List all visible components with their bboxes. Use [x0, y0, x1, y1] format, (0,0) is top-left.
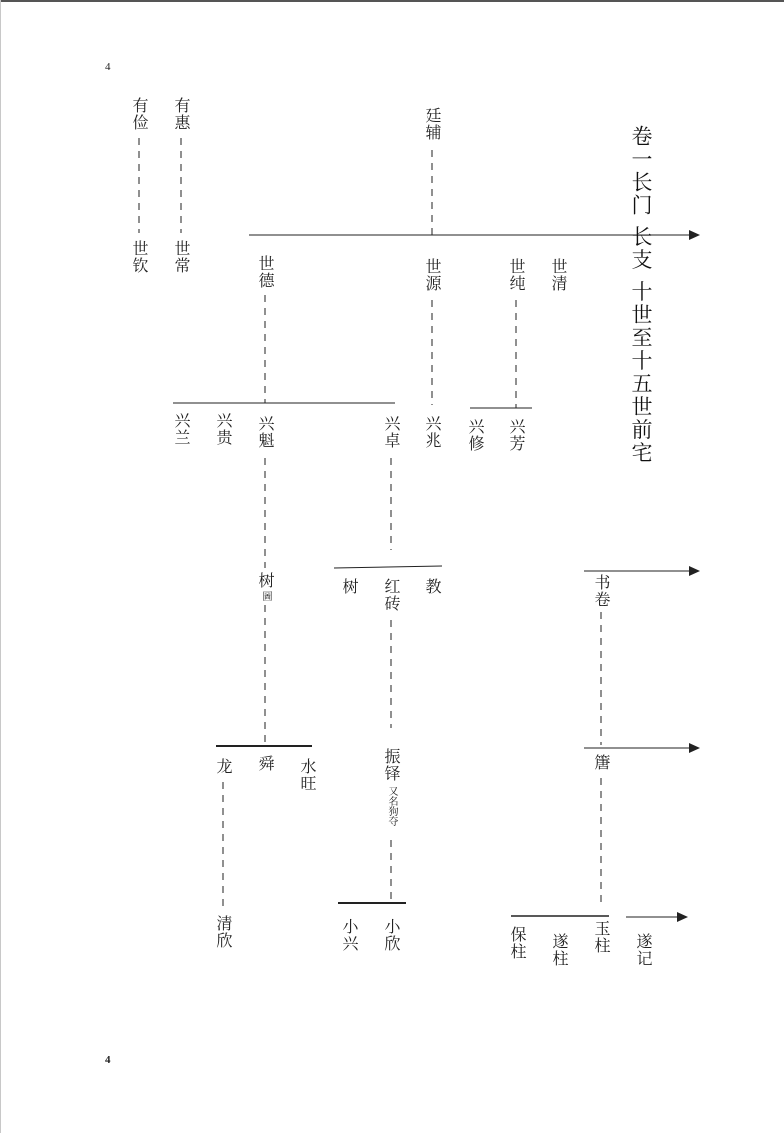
name-xingkui: 兴魁: [256, 415, 275, 449]
page-title: 卷一长门 长支 十世至十五世前宅: [629, 125, 653, 465]
name-shujuan: 书卷: [592, 574, 611, 608]
name-jiao: 教: [423, 578, 442, 595]
name-shichang: 世常: [172, 240, 191, 274]
name-shichun: 世纯: [507, 258, 526, 292]
name-shiqin: 世钦: [130, 240, 149, 274]
name-shun: 舜: [256, 755, 275, 772]
name-hongzhuan: 红砖: [382, 578, 401, 612]
name-suizhu: 遂柱: [550, 933, 569, 967]
name-zhenduo-note: 又名狗夺: [386, 786, 397, 826]
name-yuzhu: 玉柱: [592, 920, 611, 954]
page-number-top: 4: [105, 61, 111, 73]
name-baozhu: 保柱: [508, 926, 527, 960]
name-xingxiu: 兴修: [466, 418, 485, 452]
name-shiqing: 世清: [549, 258, 568, 292]
name-shiyuan: 世源: [423, 258, 442, 292]
name-xingzhuo: 兴卓: [382, 415, 401, 449]
page-number-bottom: 4: [105, 1054, 111, 1066]
name-tingfu: 廷辅: [423, 107, 442, 141]
arrow-ju-head: [689, 743, 700, 753]
bar-xingzhuo-sons: [334, 566, 442, 568]
name-shu-1: 树: [340, 578, 359, 595]
name-shide: 世德: [256, 255, 275, 289]
name-shuiwang: 水旺: [298, 758, 317, 792]
name-youhui: 有惠: [172, 97, 191, 131]
name-xiaoxing: 小兴: [340, 918, 359, 952]
arrow-main-head: [689, 230, 700, 240]
name-zhenduo: 振铎: [382, 748, 401, 782]
name-xiaoxin: 小欣: [382, 918, 401, 952]
arrow-shujuan-head: [689, 566, 700, 576]
name-qingxin: 清欣: [214, 915, 233, 949]
name-youjian: 有俭: [130, 97, 149, 131]
name-suiji: 遂记: [634, 933, 653, 967]
name-long: 龙: [214, 758, 233, 775]
name-shu-2: 树: [256, 572, 275, 589]
name-ju: 篖: [592, 754, 611, 771]
name-shu-2-sub: 圖: [260, 591, 271, 601]
name-xingzhao: 兴兆: [423, 415, 442, 449]
name-xingfang: 兴芳: [507, 418, 526, 452]
name-xinglan: 兴兰: [172, 412, 191, 446]
name-xinggui: 兴贵: [214, 412, 233, 446]
arrow-suiji-head: [677, 912, 688, 922]
